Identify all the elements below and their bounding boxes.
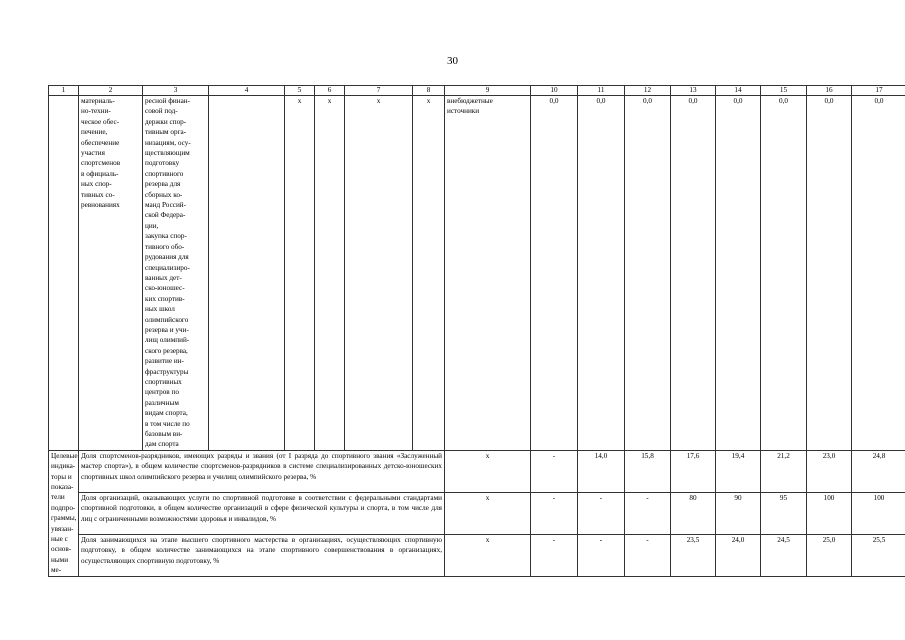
table-cell: 0,0	[578, 96, 625, 451]
table-cell: 25,0	[807, 534, 852, 576]
table-row	[49, 492, 905, 534]
column-number: 1	[49, 86, 79, 96]
column-number: 14	[716, 86, 761, 96]
column-number: 6	[315, 86, 345, 96]
table-cell: х	[345, 96, 413, 451]
column-number: 3	[143, 86, 209, 96]
column-number: 4	[209, 86, 285, 96]
table-cell: 0,0	[852, 96, 905, 451]
column-number: 10	[531, 86, 578, 96]
table-cell: 0,0	[625, 96, 671, 451]
table-cell: 0,0	[531, 96, 578, 451]
table-cell	[49, 96, 79, 451]
table-cell: 14,0	[578, 450, 625, 492]
column-number: 16	[807, 86, 852, 96]
table-cell: -	[531, 492, 578, 534]
table-cell: -	[578, 534, 625, 576]
table-row	[49, 534, 905, 576]
column-number: 8	[413, 86, 445, 96]
table-cell: 95	[761, 492, 807, 534]
table-cell: ресной финан- совой под- держки спор- тивным орга- низациям, осу- ществляющим подготовку спортивного резерва для сборных ко- манд Россий- ской Федера- ции, закупка спор- тивного обо- рудования для специализиро- ванных дет- ско-юношес- ких спортив- ных школ олимпийского резерва и учи- лищ олимпий- ского резерва, развитие ин- фраструктуры спортивных центров по различным видам спорта, в том числе по базовым ви- дам спорта	[143, 96, 209, 451]
page-number: 30	[447, 55, 458, 67]
table-cell: 23,0	[807, 450, 852, 492]
table-cell: внебюджетные источники	[445, 96, 531, 451]
table-cell: 23,5	[671, 534, 716, 576]
column-number: 12	[625, 86, 671, 96]
table-cell	[209, 96, 285, 451]
column-number: 13	[671, 86, 716, 96]
table-cell: 80	[671, 492, 716, 534]
table-cell: -	[578, 492, 625, 534]
table-row	[49, 450, 905, 492]
column-number: 5	[285, 86, 315, 96]
table-cell: х	[445, 534, 531, 576]
column-number: 9	[445, 86, 531, 96]
table-cell: -	[625, 534, 671, 576]
indicator-text: Доля занимающихся на этапе высшего спортивного мастерства в организациях, осуществляющих спортивную подготовку, в общем количестве занимающихся на этапе спортивного совершенствования в организациях, осуществляющих спортивную подготовку, %	[79, 534, 445, 576]
program-table	[48, 85, 905, 577]
column-number: 2	[79, 86, 143, 96]
table-cell: 24,5	[761, 534, 807, 576]
column-number: 7	[345, 86, 413, 96]
table-cell: 100	[852, 492, 905, 534]
table-cell: 0,0	[716, 96, 761, 451]
table-cell: х	[413, 96, 445, 451]
indicator-text: Доля спортсменов-разрядников, имеющих разряды и звания (от I разряда до спортивного звания «Заслуженный мастер спорта»), в общем количестве спортсменов-разрядников в системе специализированных детско-юношеских спортивных школ олимпийского резерва и училищ олимпийского резерва, %	[79, 450, 445, 492]
table-cell: х	[445, 450, 531, 492]
table-cell: х	[285, 96, 315, 451]
table-cell: 24,0	[716, 534, 761, 576]
table-cell: 25,5	[852, 534, 905, 576]
table-cell: -	[625, 492, 671, 534]
table-cell: материаль- но-техни- ческое обес- печение, обеспечение участия спортсменов в официаль- ных спор- тивных со- ревнованиях	[79, 96, 143, 451]
table-cell: 17,6	[671, 450, 716, 492]
table-cell: 24,8	[852, 450, 905, 492]
table-cell: х	[315, 96, 345, 451]
table-cell: -	[531, 450, 578, 492]
table-cell: 19,4	[716, 450, 761, 492]
table-cell: -	[531, 534, 578, 576]
target-indicators-label: Целевые индика- торы и показа- тели подпро- граммы, увязан- ные с основ- ными ме-	[49, 450, 79, 576]
table-cell: 0,0	[761, 96, 807, 451]
table-cell: х	[445, 492, 531, 534]
table-cell: 0,0	[807, 96, 852, 451]
table-cell: 21,2	[761, 450, 807, 492]
column-number-row	[49, 86, 905, 96]
table-cell: 100	[807, 492, 852, 534]
column-number: 15	[761, 86, 807, 96]
table-cell: 15,8	[625, 450, 671, 492]
column-number: 11	[578, 86, 625, 96]
indicator-text: Доля организаций, оказывающих услуги по спортивной подготовке в соответствии с федеральными стандартами спортивной подготовки, в общем количестве организаций в сфере физической культуры и спорта, в том числе для лиц с ограниченными возможностями здоровья и инвалидов, %	[79, 492, 445, 534]
table-row	[49, 96, 905, 451]
column-number: 17	[852, 86, 905, 96]
table-cell: 90	[716, 492, 761, 534]
table-cell: 0,0	[671, 96, 716, 451]
